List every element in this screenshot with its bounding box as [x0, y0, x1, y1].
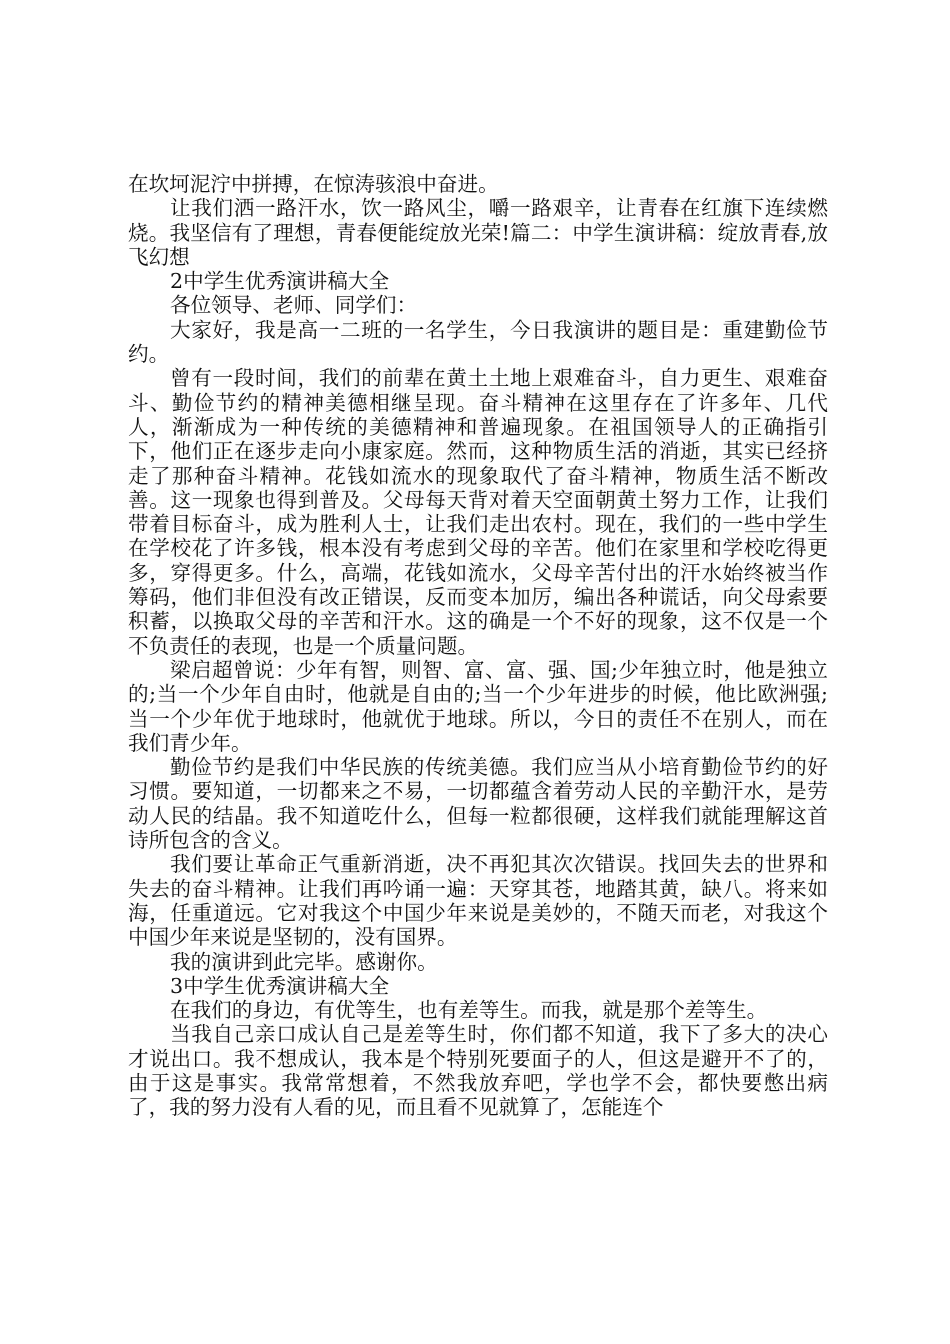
paragraph-confession: 当我自己亲口成认自己是差等生时，你们都不知道，我下了多大的决心才说出口。我不想成认，我本是个特别死要面子的人，但这是避开不了的，由于这是事实。我常常想着，不然我放弃吧，学也学不会，都快要憋出病了，我的努力没有人看的见，而且看不见就算了，怎能连个	[128, 1022, 828, 1120]
section-heading-2: 2中学生优秀演讲稿大全	[170, 269, 390, 294]
paragraph-greeting: 各位领导、老师、同学们：	[170, 293, 418, 318]
paragraph-youth: 让我们洒一路汗水，饮一路风尘，嚼一路艰辛，让青春在红旗下连续燃烧。我坚信有了理想，青春便能绽放光荣!篇二：中学生演讲稿：绽放青春,放飞幻想	[128, 196, 828, 269]
paragraph-closing: 我的演讲到此完毕。感谢你。	[170, 949, 438, 974]
paragraph-students: 在我们的身边，有优等生，也有差等生。而我，就是那个差等生。	[170, 998, 768, 1023]
paragraph-opening: 大家好，我是高一二班的一名学生，今日我演讲的题目是：重建勤俭节约。	[128, 317, 828, 367]
paragraph-intro: 在坎坷泥泞中拼搏，在惊涛骇浪中奋进。	[128, 172, 499, 196]
section-heading-3: 3中学生优秀演讲稿大全	[170, 973, 390, 998]
paragraph-liang-qichao: 梁启超曾说：少年有智，则智、富、富、强、国;少年独立时，他是独立的;当一个少年自由时，他就是自由的;当一个少年进步的时候，他比欧洲强;当一个少年优于地球时，他就优于地球。所以，今日的责任不在别人，而在我们青少年。	[128, 657, 828, 755]
document-page	[128, 172, 828, 1120]
paragraph-history: 曾有一段时间，我们的前辈在黄土土地上艰难奋斗，自力更生、艰难奋斗、勤俭节约的精神美德相继呈现。奋斗精神在这里存在了许多年、几代人，渐渐成为一种传统的美德精神和普遍现象。在祖国领导人的正确指引下，他们正在逐步走向小康家庭。然而，这种物质生活的消逝，其实已经挤走了那种奋斗精神。花钱如流水的现象取代了奋斗精神，物质生活不断改善。这一现象也得到普及。父母每天背对着天空面朝黄土努力工作，让我们带着目标奋斗，成为胜利人士，让我们走出农村。现在，我们的一些中学生在学校花了许多钱，根本没有考虑到父母的辛苦。他们在家里和学校吃得更多，穿得更多。什么，高端，花钱如流水，父母辛苦付出的汗水始终被当作筹码，他们非但没有改正错误，反而变本加厉，编出各种谎话，向父母索要积蓄，以换取父母的辛苦和汗水。这的确是一个不好的现象，这不仅是一个不负责任的表现，也是一个质量问题。	[128, 366, 828, 658]
paragraph-frugality: 勤俭节约是我们中华民族的传统美德。我们应当从小培育勤俭节约的好习惯。要知道，一切都来之不易，一切都蕴含着劳动人民的辛勤汗水，是劳动人民的结晶。我不知道吃什么，但每一粒都很硬，这样我们就能理解这首诗所包含的含义。	[128, 755, 828, 853]
paragraph-revival: 我们要让革命正气重新消逝，决不再犯其次次错误。找回失去的世界和失去的奋斗精神。让我们再吟诵一遍：天穿其苍，地踏其黄，缺八。将来如海，任重道远。它对我这个中国少年来说是美妙的，不随天而老，对我这个中国少年来说是坚韧的，没有国界。	[128, 852, 828, 950]
